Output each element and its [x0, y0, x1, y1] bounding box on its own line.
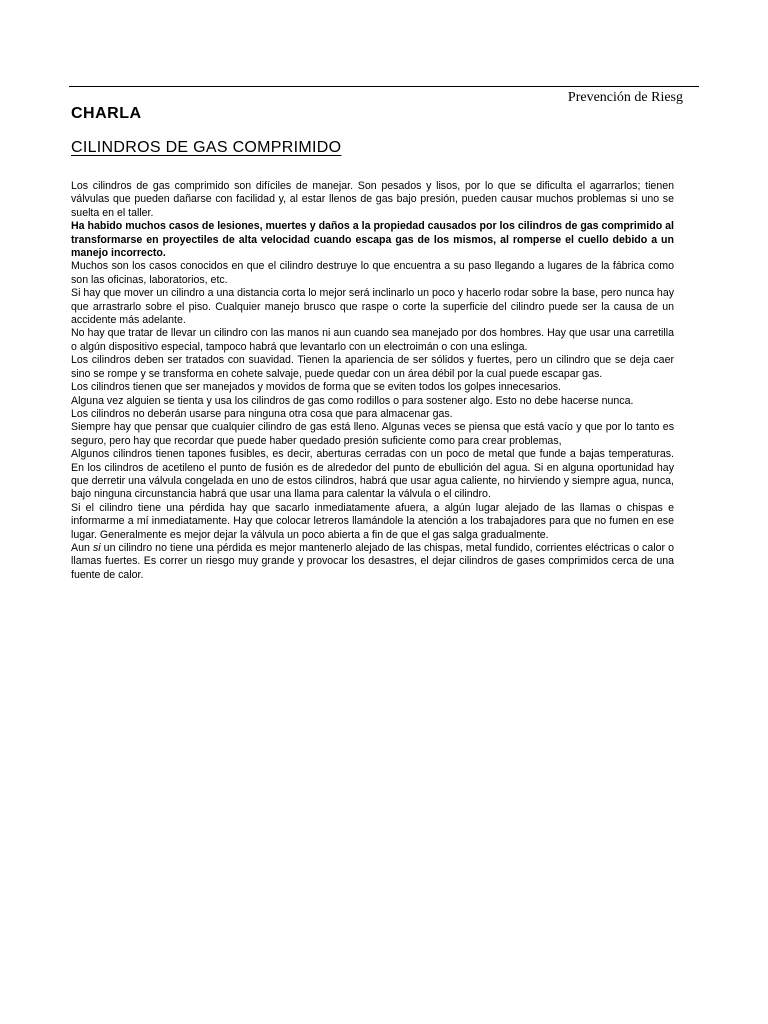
paragraph: No hay que tratar de llevar un cilindro con las manos ni aun cuando sea manejado por dos hombres. Hay que usar una carretilla o algún dispositivo especial, tampoco habrá que levantarlo con un electroimán o con una eslinga.	[71, 327, 674, 353]
paragraph: Muchos son los casos conocidos en que el cilindro destruye lo que encuentra a su paso llegando a lugares de la fábrica como son las oficinas, laboratorios, etc.	[71, 260, 674, 286]
paragraph: Alguna vez alguien se tienta y usa los cilindros de gas como rodillos o para sostener algo. Esto no debe hacerse nunca.	[71, 394, 634, 407]
document-body	[71, 180, 674, 582]
header-text: Prevención de Riesg	[567, 90, 683, 105]
document-title: CILINDROS DE GAS COMPRIMIDO	[71, 139, 342, 156]
paragraph-bold-warning: Ha habido muchos casos de lesiones, muertes y daños a la propiedad causados por los cilindros de gas comprimido al transformarse en proyectiles de alta velocidad cuando escapa gas de los mismos, al romperse el cuello debido a un manejo incorrecto.	[71, 220, 674, 260]
paragraph: Algunos cilindros tienen tapones fusibles, es decir, aberturas cerradas con un poco de metal que funde a bajas temperaturas. En los cilindros de acetileno el punto de fusión es de alrededor del punto de ebullición del agua. Si en alguna oportunidad hay que derretir una válvula congelada en uno de estos cilindros, habrá que usar agua caliente, no hirviendo y siempre agua, nunca, bajo ninguna circunstancia habrá que usar una llama para calentar la válvula o el cilindro.	[71, 448, 674, 501]
paragraph-last-rest: un cilindro no tiene una pérdida es mejor mantenerlo alejado de las chispas, metal fundido, corrientes eléctricas o calor o llamas fuertes. Es correr un riesgo muy grande y provocar los desastres, el dejar cilindros de gases comprimidos cerca de una fuente de calor.	[71, 541, 674, 581]
paragraph: Los cilindros de gas comprimido son difíciles de manejar. Son pesados y lisos, por lo que se dificulta el agarrarlos; tienen válvulas que pueden dañarse con facilidad y, al estar llenos de gas bajo presión, pueden causar muchos problemas si uno se suelta en el taller.	[71, 180, 674, 219]
header-rule	[69, 86, 699, 87]
paragraph: Los cilindros deben ser tratados con suavidad. Tienen la apariencia de ser sólidos y fuertes, pero un cilindro que se deja caer sino se rompe y se transforma en cohete salvaje, puede quedar con un área débil por la cual puede escapar gas.	[71, 354, 674, 380]
paragraph: Siempre hay que pensar que cualquier cilindro de gas está lleno. Algunas veces se piensa que está vacío y que por lo tanto es seguro, pero hay que recordar que puede haber quedado presión suficiente como para crear problemas,	[71, 421, 674, 447]
document-label: CHARLA	[71, 105, 142, 122]
paragraph-last-italic: si	[92, 541, 101, 554]
paragraph: Si el cilindro tiene una pérdida hay que sacarlo inmediatamente afuera, a algún lugar alejado de las llamas o chispas e informarme a mí inmediatamente. Hay que colocar letreros llamándole la atención a los trabajadores para que no fumen en ese lugar. Generalmente es mejor dejar la válvula un poco abierta a fin de que el gas salga gradualmente.	[71, 501, 674, 541]
paragraph-last-prefix: Aun	[71, 541, 93, 554]
paragraph: Si hay que mover un cilindro a una distancia corta lo mejor será inclinarlo un poco y hacerlo rodar sobre la base, pero nunca hay que arrastrarlo sobre el piso. Cualquier manejo brusco que raspe o corte la superficie del cilindro puede ser la causa de un accidente más adelante.	[71, 287, 675, 327]
paragraph: Los cilindros no deberán usarse para ninguna otra cosa que para almacenar gas.	[71, 407, 453, 420]
paragraph: Los cilindros tienen que ser manejados y movidos de forma que se eviten todos los golpes innecesarios.	[71, 381, 561, 394]
paragraph-last	[71, 542, 674, 582]
